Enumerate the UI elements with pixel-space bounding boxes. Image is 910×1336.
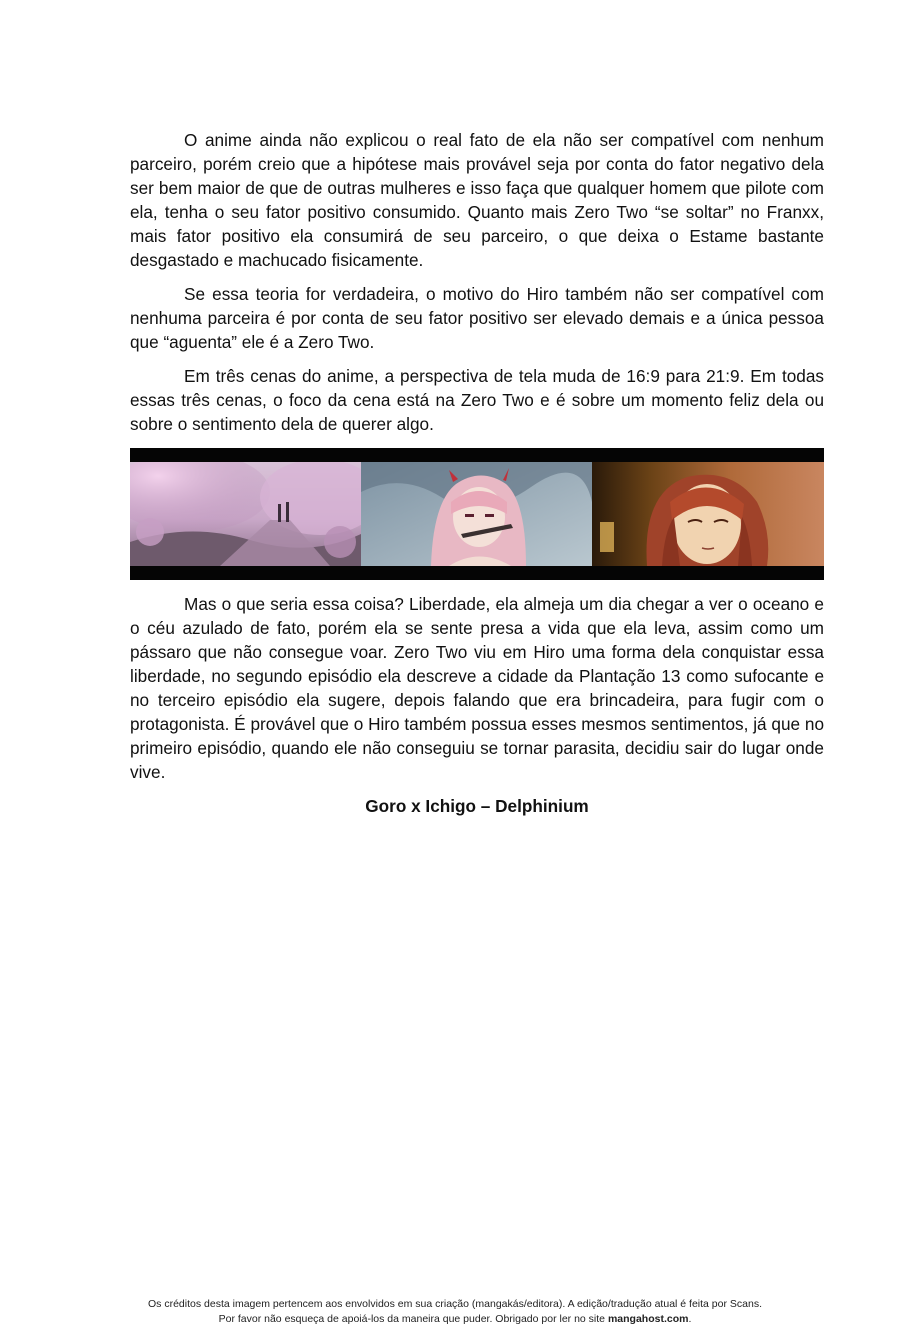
footer-site-link[interactable]: mangahost.com (607, 1313, 689, 1325)
footer-line-2 (0, 1312, 910, 1327)
image-caption: Goro x Ichigo – Delphinium (365, 796, 589, 816)
orange-hair-closeup-scene (592, 462, 824, 566)
anime-screenshot-strip (130, 448, 824, 580)
footer-line-1: Os créditos desta imagem pertencem aos envolvidos em sua criação (mangakás/editora). A edição/tradução atual é feita por Scans. (148, 1298, 762, 1310)
paragraph-3: Em três cenas do anime, a perspectiva de tela muda de 16:9 para 21:9. Em todas essas três cenas, o foco da cena está na Zero Two e é sobre um momento feliz dela ou sobre o sentimento dela de querer algo. (130, 366, 824, 434)
paragraph-4: Mas o que seria essa coisa? Liberdade, ela almeja um dia chegar a ver o oceano e o céu azulado de fato, porém ela se sente presa a vida que ela leva, assim como um pássaro que não consegue voar. Zero Two viu em Hiro uma forma dela conquistar essa liberdade, no segundo episódio ela descreve a cidade da Plantação 13 como sufocante e no terceiro episódio ela sugere, depois falando que era brincadeira, para fugir com o protagonista. É provável que o Hiro também possua esses mesmos sentimentos, já que no primeiro episódio, quando ele não conseguiu se tornar parasita, decidiu sair do lugar onde vive. (130, 594, 824, 782)
letterbox-bar-bottom (130, 566, 824, 580)
credits-footer (0, 1297, 910, 1327)
pink-blossom-path-scene (130, 462, 361, 566)
footer-line-2-text: Por favor não esqueça de apoiá-los da maneira que puder. Obrigado por ler no site (218, 1313, 608, 1325)
letterbox-bar-top (130, 448, 824, 462)
zero-two-eating-scene (361, 462, 592, 566)
paragraph-1: O anime ainda não explicou o real fato de ela não ser compatível com nenhum parceiro, porém creio que a hipótese mais provável seja por conta do fator negativo dela ser bem maior de que de outras mulheres e isso faça que qualquer homem que pilote com ela, tenha o seu fator positivo consumido. Quanto mais Zero Two “se soltar” no Franxx, mais fator positivo ela consumirá de seu parceiro, o que deixa o Estame bastante desgastado e machucado fisicamente. (130, 130, 824, 270)
footer-line-2-suffix: . (688, 1313, 692, 1325)
document-body (130, 128, 824, 817)
paragraph-2: Se essa teoria for verdadeira, o motivo do Hiro também não ser compatível com nenhuma parceira é por conta de seu fator positivo ser elevado demais e a única pessoa que “aguenta” ele é a Zero Two. (130, 284, 824, 352)
